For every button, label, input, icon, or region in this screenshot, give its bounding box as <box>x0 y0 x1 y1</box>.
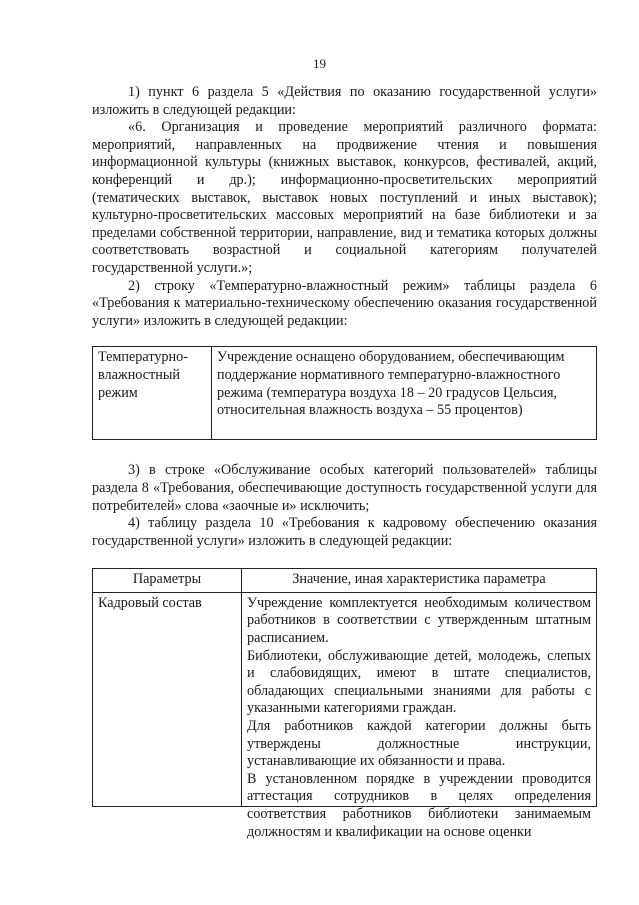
table-header-param: Параметры <box>93 569 242 593</box>
paragraph-item-2: 2) строку «Температурно-влажностный режим» таблицы раздела 6 «Требования к материально-техническому обеспечению оказания государственной услуги» изложить в следующей редакции: <box>92 277 597 329</box>
page-number: 19 <box>313 56 326 71</box>
paragraph-item-1: 1) пункт 6 раздела 5 «Действия по оказанию государственной услуги» изложить в следующей редакции: <box>92 84 597 118</box>
paragraph-item-4: 4) таблицу раздела 10 «Требования к кадровому обеспечению оказания государственной услуги» изложить в следующей редакции: <box>92 515 597 549</box>
table-row <box>93 347 597 440</box>
table-cell-param: Температурно-влажностный режим <box>93 347 212 440</box>
staff-value-paragraph-3: Для работников каждой категории должны быть утверждены должностные инструкции, устанавливающие их обязанности и права. <box>247 718 591 770</box>
table-header-value: Значение, иная характеристика параметра <box>242 569 597 593</box>
staffing-table <box>92 568 597 840</box>
staff-value-paragraph-1: Учреждение комплектуется необходимым количеством работников в соответствии с утвержденным штатным расписанием. <box>247 594 591 647</box>
staff-value-paragraph-2: Библиотеки, обслуживающие детей, молодежь, слепых и слабовидящих, имеют в штате специалистов, обладающих специальными знаниями для работы с указанными категориями граждан. <box>247 647 591 717</box>
paragraph-item-6-quote: «6. Организация и проведение мероприятий различного формата: мероприятий, направленных на продвижение чтения и повышения информационной культуры (книжных выставок, конкурсов, фестивалей, акций, конференций и др.); информационно-просветительских мероприятий (тематических выставок, выставок новых поступлений и иных выставок); культурно-просветительских массовых мероприятий на базе библиотеки и за пределами собственной территории, направление, вид и тематика которых должны соответствовать возрастной и социальной категориям получателей государственной услуги.»; <box>92 119 597 276</box>
table-row <box>93 592 597 806</box>
table-cell-param: Кадровый состав <box>93 592 242 806</box>
paragraph-item-3: 3) в строке «Обслуживание особых категорий пользователей» таблицы раздела 8 «Требования, обеспечивающие доступность государственной услуги для потребителей» слова «заочные и» исключить; <box>92 462 597 514</box>
document-body <box>92 84 597 840</box>
table-header-row <box>93 569 597 593</box>
table-cell-value <box>242 592 597 840</box>
temperature-humidity-table <box>92 346 597 440</box>
staff-value-paragraph-4: В установленном порядке в учреждении проводится аттестация сотрудников в целях определения соответствия работников библиотеки занимаемым должностям и квалификации на основе оценки <box>247 770 591 840</box>
table-cell-value: Учреждение оснащено оборудованием, обеспечивающим поддержание нормативного температурно-влажностного режима (температура воздуха 18 – 20 градусов Цельсия, относительная влажность воздуха – 55 процентов) <box>212 347 597 440</box>
